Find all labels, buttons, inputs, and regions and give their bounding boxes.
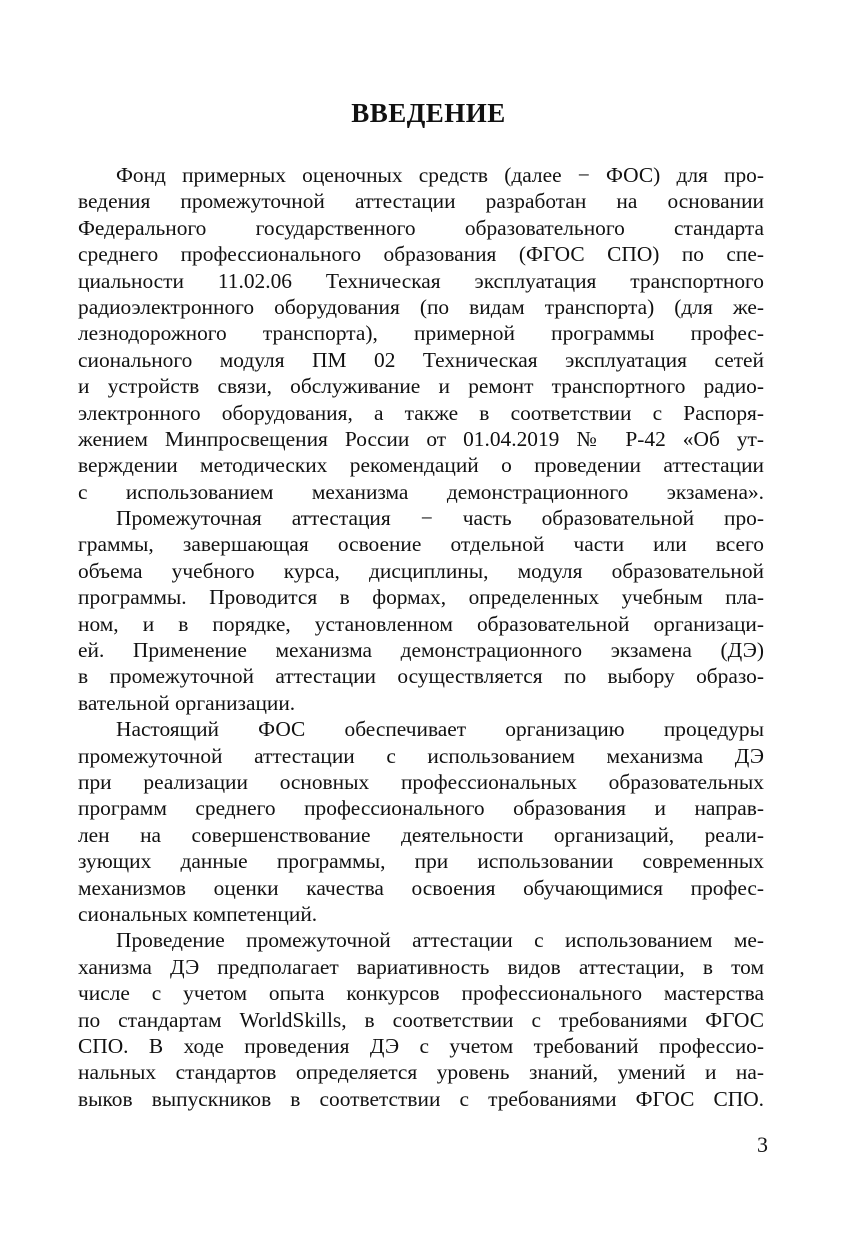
text-line: по стандартам WorldSkills, в соответствии с требованиями ФГОС [78, 1007, 764, 1032]
paragraph-1 [78, 162, 764, 505]
text-line: сионального модуля ПМ 02 Техническая эксплуатация сетей [78, 347, 764, 372]
text-line: верждении методических рекомендаций о проведении аттестации [78, 453, 764, 478]
text-line: вательной организации. [78, 690, 296, 715]
text-line: ведения промежуточной аттестации разработан на основании [78, 189, 764, 214]
text-line: Фонд примерных оценочных средств (далее − ФОС) для про- [116, 163, 764, 187]
text-line: при реализации основных профессиональных образовательных [78, 769, 764, 794]
document-body [78, 162, 764, 1112]
text-line: Промежуточная аттестация − часть образовательной про- [116, 506, 764, 531]
text-line: радиоэлектронного оборудования (по видам транспорта) (для же- [78, 294, 764, 319]
page-title: ВВЕДЕНИЕ [351, 98, 506, 128]
text-line: нальных стандартов определяется уровень знаний, умений и на- [78, 1060, 764, 1085]
text-line: объема учебного курса, дисциплины, модуля образовательной [78, 558, 764, 583]
paragraph-3 [78, 716, 764, 927]
text-line: СПО. В ходе проведения ДЭ с учетом требований профессио- [78, 1033, 764, 1058]
text-line: сиональных компетенций. [78, 901, 318, 926]
text-line: среднего профессионального образования (ФГОС СПО) по спе- [78, 242, 764, 267]
text-line: лен на совершенствование деятельности организаций, реали- [78, 822, 764, 847]
text-line: Проведение промежуточной аттестации с использованием ме- [116, 928, 764, 953]
paragraph-2 [78, 505, 764, 716]
text-line: с использованием механизма демонстрационного экзамена». [78, 479, 764, 504]
text-line: жением Минпросвещения России от 01.04.2019 № Р-42 «Об ут- [78, 426, 764, 451]
text-line: электронного оборудования, а также в соответствии с Распоря- [78, 400, 764, 425]
text-line: Федерального государственного образовательного стандарта [78, 215, 764, 240]
text-line: ханизма ДЭ предполагает вариативность видов аттестации, в том [78, 954, 764, 979]
text-line: программы. Проводится в формах, определенных учебным пла- [78, 585, 764, 610]
text-line: зующих данные программы, при использовании современных [78, 849, 764, 874]
text-line: механизмов оценки качества освоения обучающимися профес- [78, 875, 764, 900]
text-line: циальности 11.02.06 Техническая эксплуатация транспортного [78, 268, 764, 293]
text-line: выков выпускников в соответствии с требованиями ФГОС СПО. [78, 1086, 764, 1111]
text-line: граммы, завершающая освоение отдельной части или всего [78, 532, 764, 557]
text-line: и устройств связи, обслуживание и ремонт транспортного радио- [78, 374, 764, 399]
text-line: Настоящий ФОС обеспечивает организацию процедуры [116, 717, 764, 742]
text-line: программ среднего профессионального образования и направ- [78, 796, 764, 821]
text-line: промежуточной аттестации с использованием механизма ДЭ [78, 743, 764, 768]
text-line: ном, и в порядке, установленном образовательной организаци- [78, 611, 764, 636]
text-line: лезнодорожного транспорта), примерной программы профес- [78, 321, 764, 346]
text-line: в промежуточной аттестации осуществляется по выбору образо- [78, 664, 764, 689]
paragraph-4 [78, 927, 764, 1112]
text-line: числе с учетом опыта конкурсов профессионального мастерства [78, 981, 764, 1006]
text-line: ей. Применение механизма демонстрационного экзамена (ДЭ) [78, 638, 764, 663]
page-number: 3 [757, 1132, 768, 1157]
